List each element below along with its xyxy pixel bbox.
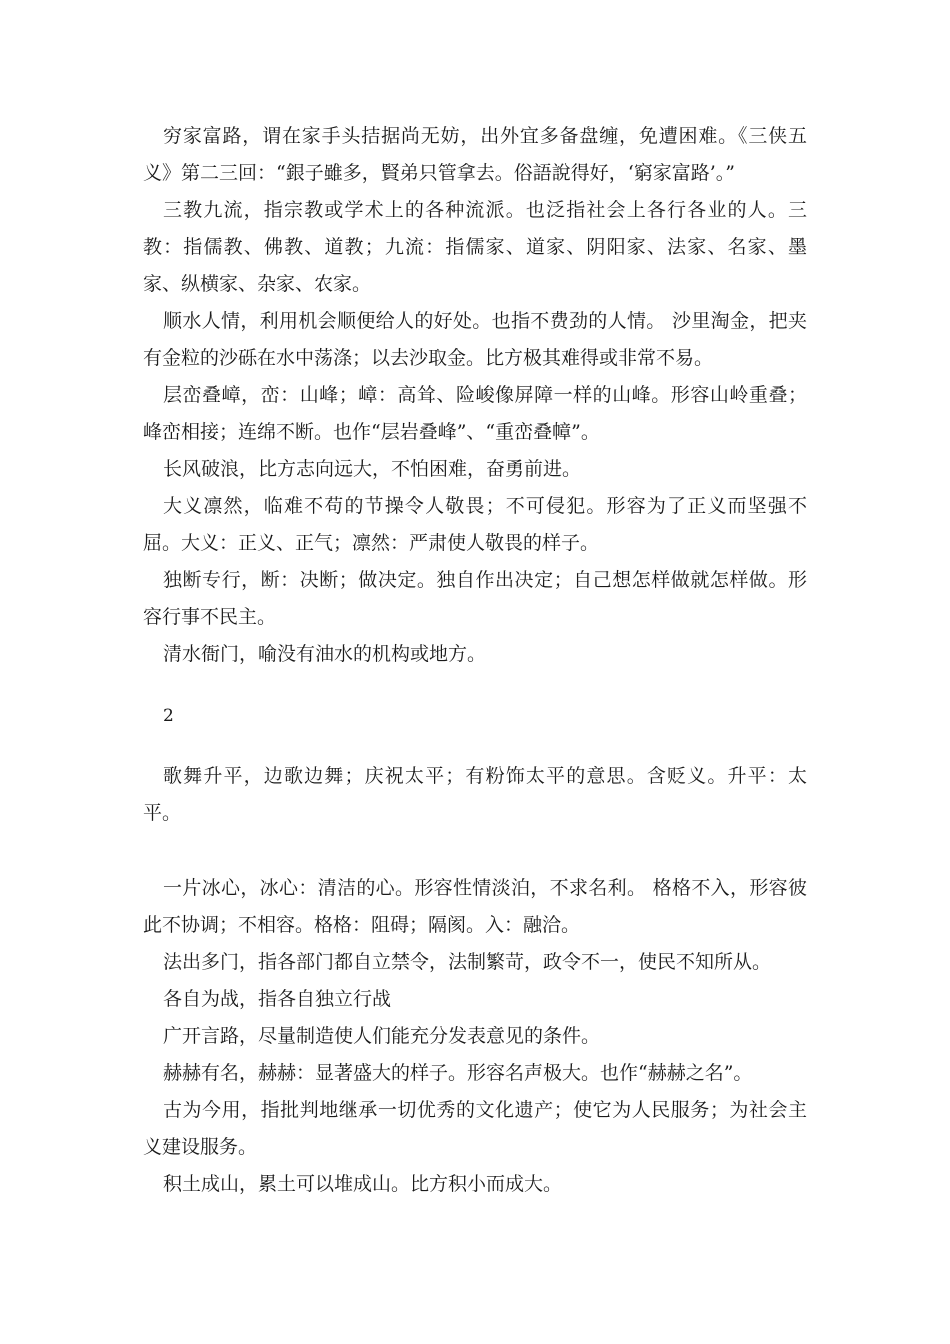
paragraph-fachu-duomen: 法出多门，指各部门都自立禁令，法制繁苛，政令不一，使民不知所从。 xyxy=(163,951,772,973)
paragraph-qiongjia-fulu: 穷家富路，谓在家手头拮据尚无妨，出外宜多备盘缠，免遭困难。《三侠五义》第二三回：“銀子雖多，賢弟只管拿去。俗語說得好，‘窮家富路’。” xyxy=(143,125,807,184)
paragraph-qingshui-yamen: 清水衙门，喻没有油水的机构或地方。 xyxy=(163,643,487,665)
blank-line xyxy=(143,832,807,870)
paragraph-gewu-shengping: 歌舞升平，边歌边舞；庆祝太平；有粉饰太平的意思。含贬义。升平：太平。 xyxy=(143,765,807,824)
paragraph-duduan-zhuanxing: 独断专行，断：决断；做决定。独自作出决定；自己想怎样做就怎样做。形容行事不民主。 xyxy=(143,569,807,628)
paragraph-shunshui-renqing: 顺水人情，利用机会顺便给人的好处。也指不费劲的人情。 沙里淘金，把夹有金粒的沙砾在水中荡涤；以去沙取金。比方极其难得或非常不易。 xyxy=(143,310,807,369)
paragraph-guweijinyong: 古为今用，指批判地继承一切优秀的文化遗产；使它为人民服务；为社会主义建设服务。 xyxy=(143,1099,807,1158)
document-page xyxy=(143,118,807,1203)
paragraph-dayi-linran: 大义凛然，临难不苟的节操令人敬畏；不可侵犯。形容为了正义而坚强不屈。大义：正义、正气；凛然：严肃使人敬畏的样子。 xyxy=(143,495,807,554)
paragraph-jitu-chengshan: 积土成山，累土可以堆成山。比方积小而成大。 xyxy=(163,1173,563,1195)
paragraph-guangkai-yanlu: 广开言路，尽量制造使人们能充分发表意见的条件。 xyxy=(163,1025,601,1047)
paragraph-sanjiao-jiuliu: 三教九流，指宗教或学术上的各种流派。也泛指社会上各行各业的人。三教：指儒教、佛教、道教；九流：指儒家、道家、阴阳家、法家、名家、墨家、纵横家、杂家、农家。 xyxy=(143,199,807,295)
paragraph-changfeng-polang: 长风破浪，比方志向远大，不怕困难，奋勇前进。 xyxy=(163,458,582,480)
paragraph-hehe-youming: 赫赫有名，赫赫：显著盛大的样子。形容名声极大。也作“赫赫之名”。 xyxy=(163,1062,753,1084)
paragraph-gezi-weizhan: 各自为战，指各自独立行战 xyxy=(163,988,392,1010)
paragraph-cengluan-diezhang: 层峦叠嶂，峦：山峰；嶂：高耸、险峻像屏障一样的山峰。形容山岭重叠；峰峦相接；连绵不断。也作“层岩叠峰”、“重峦叠幛”。 xyxy=(143,384,807,443)
paragraph-yipian-bingxin: 一片冰心，冰心：清洁的心。形容性情淡泊，不求名利。 格格不入，形容彼此不协调；不相容。格格：阻碍；隔阂。入：融洽。 xyxy=(143,877,807,936)
page-number: 2 xyxy=(163,706,174,726)
